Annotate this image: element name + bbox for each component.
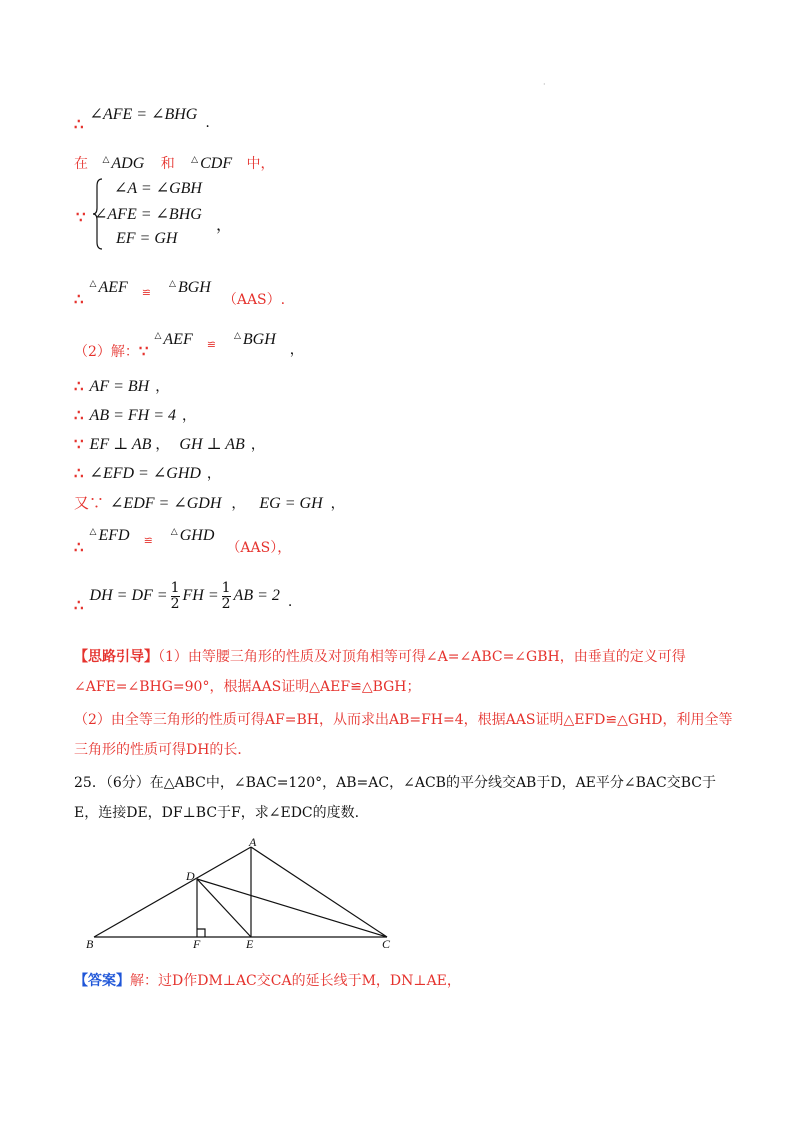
- therefore-symbol: ∴: [74, 115, 84, 133]
- fraction: $\frac{1}{2}$: [221, 579, 231, 612]
- line-afe-bhg: ∴∠AFE = ∠BHG .: [74, 106, 210, 133]
- congruent-symbol: ≌: [206, 338, 216, 351]
- fraction: $\frac{1}{2}$: [170, 579, 180, 612]
- triangle-icon: △: [102, 155, 110, 165]
- label-f: F: [193, 937, 201, 951]
- right-angle-mark: [197, 929, 205, 937]
- label-d: D: [186, 869, 195, 883]
- hint-paragraph-2: （2）由全等三角形的性质可得AF=BH，从而求出AB=FH=4，根据AAS证明△EFD≌△GHD，利用全等三角形的性质可得DH的长．: [74, 712, 733, 758]
- segment-ba: [94, 847, 251, 937]
- stray-dot: ·: [543, 80, 546, 89]
- segment-dc: [197, 879, 387, 937]
- line-congruence-2: ∴△ EFD $_≌$△ GHD（AAS），: [74, 527, 292, 556]
- step-line: ∵ EF ⊥ AB ， GH ⊥ AB ，: [74, 435, 265, 453]
- step-line: ∴ AF = BH ，: [74, 377, 170, 395]
- triangle-icon: △: [170, 527, 178, 537]
- line-in-triangles: 在 △ ADG 和 △ CDF 中，: [74, 155, 275, 172]
- because-symbol: ∵: [76, 208, 86, 226]
- question-25: 25．（6分）在△ABC中，∠BAC=120°，AB=AC，∠ACB的平分线交AB于D，AE平分∠BAC交BC于E，连接DE，DF⊥BC于F，求∠EDC的度数.: [74, 775, 716, 821]
- label-b: B: [86, 937, 94, 951]
- system-row: EF = GH: [116, 230, 178, 247]
- triangle-icon: △: [169, 279, 176, 289]
- math-expr: ∠AFE = ∠BHG: [89, 106, 198, 123]
- triangle-icon: △: [233, 331, 241, 341]
- system-row: ∠AFE = ∠BHG: [94, 206, 202, 223]
- hint-label: 【思路引导】: [74, 649, 158, 665]
- triangle-icon: △: [89, 279, 97, 289]
- triangle-icon: △: [154, 331, 162, 341]
- step-line: ∴ ∠EFD = ∠GHD ，: [74, 464, 221, 482]
- line-part-2: （2）解：∵△ AEF $_≌$△ BGH，: [74, 331, 304, 360]
- geometry-figure: [84, 834, 404, 952]
- label-c: C: [382, 937, 391, 951]
- triangle-icon: △: [191, 155, 199, 165]
- step-line: ∴ AB = FH = 4 ，: [74, 406, 197, 424]
- line-final: ∴DH = DF = $\frac{1}{2}$ FH = $\frac{1}{2}$ AB = 2 .: [74, 579, 293, 614]
- label-a: A: [249, 835, 257, 849]
- segment-ac: [251, 847, 387, 937]
- hint-paragraph-1: 【思路引导】（1）由等腰三角形的性质及对顶角相等可得∠A=∠ABC=∠GBH，由垂直的定义可得∠AFE=∠BHG=90°，根据AAS证明△AEF≌△BGH；: [74, 649, 686, 695]
- congruent-symbol: ≌: [141, 286, 152, 299]
- triangle-icon: △: [89, 527, 97, 537]
- answer-label: 【答案】: [74, 973, 130, 989]
- system-row: ∠A = ∠GBH: [114, 180, 202, 197]
- label-e: E: [246, 937, 254, 951]
- congruent-symbol: ≌: [143, 534, 153, 547]
- step-line: 又∵ ∠EDF = ∠GDH ， EG = GH ，: [74, 494, 345, 512]
- answer-paragraph: 【答案】解：过D作DM⊥AC交CA的延长线于M，DN⊥AE，: [74, 973, 461, 989]
- line-congruence-1: ∴△ AEF $_≌$△ BGH（AAS）.: [74, 279, 286, 308]
